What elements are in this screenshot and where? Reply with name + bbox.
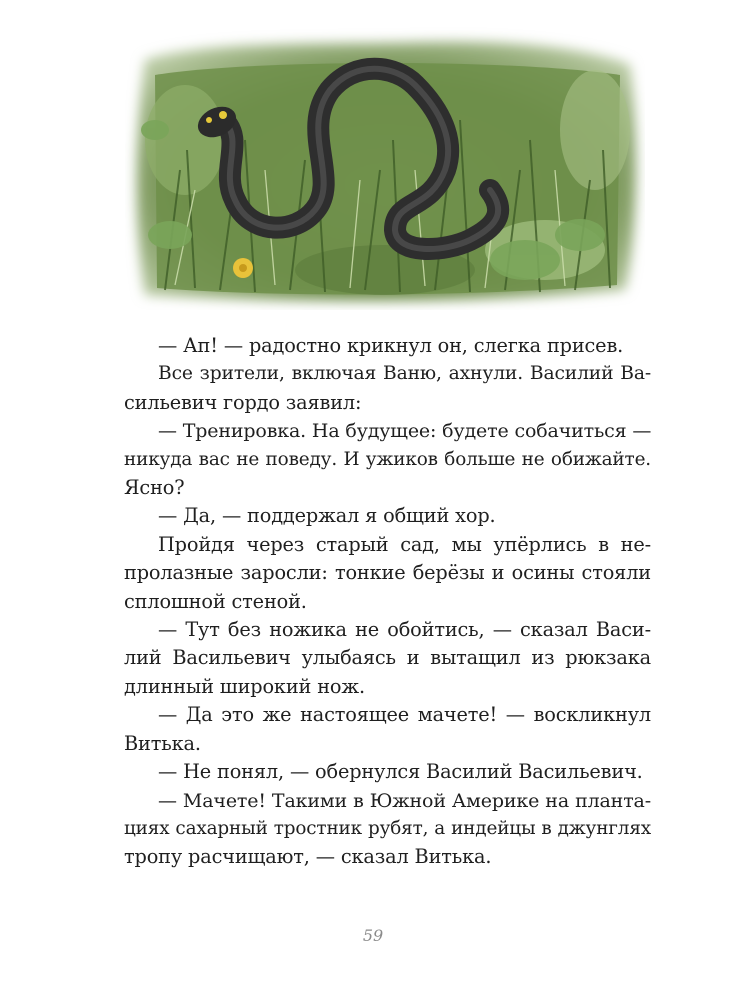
text-line: сплошной стеной. [124,589,307,613]
text-line: никуда вас не поведу. И ужиков больше не обижайте. [124,448,651,470]
text-line: лий Васильевич улыбаясь и вытащил из рюкзака [124,646,651,670]
text-line: сильевич гордо заявил: [124,390,362,414]
text-line: Пройдя через старый сад, мы упёрлись в не- [158,532,651,556]
text-line: — Ап! — радостно крикнул он, слегка присев. [158,334,624,357]
story-text [124,332,651,872]
text-line: тропу расчищают, — сказал Витька. [124,845,492,869]
text-line: Витька. [124,731,201,755]
text-line: — Тут без ножика не обойтись, — сказал Васи- [158,618,651,642]
text-line: длинный широкий нож. [124,674,365,698]
text-line: Все зрители, включая Ваню, ахнули. Василий Ва- [158,363,651,385]
snake-in-grass-illustration [125,20,645,310]
text-line: циях сахарный тростник рубят, а индейцы в джунглях [124,817,651,839]
text-line: — Да, — поддержал я общий хор. [158,504,496,528]
text-line: — Не понял, — обернулся Василий Васильевич. [158,760,643,784]
text-line: пролазные заросли: тонкие берёзы и осины стояли [124,561,651,585]
text-line: — Да это же настоящее мачете! — воскликнул [158,703,651,727]
text-line: Ясно? [124,476,185,500]
page-number: 59 [362,926,384,945]
text-line: — Мачете! Такими в Южной Америке на планта- [158,789,651,812]
text-line: — Тренировка. На будущее: будете собачиться — [158,420,652,443]
